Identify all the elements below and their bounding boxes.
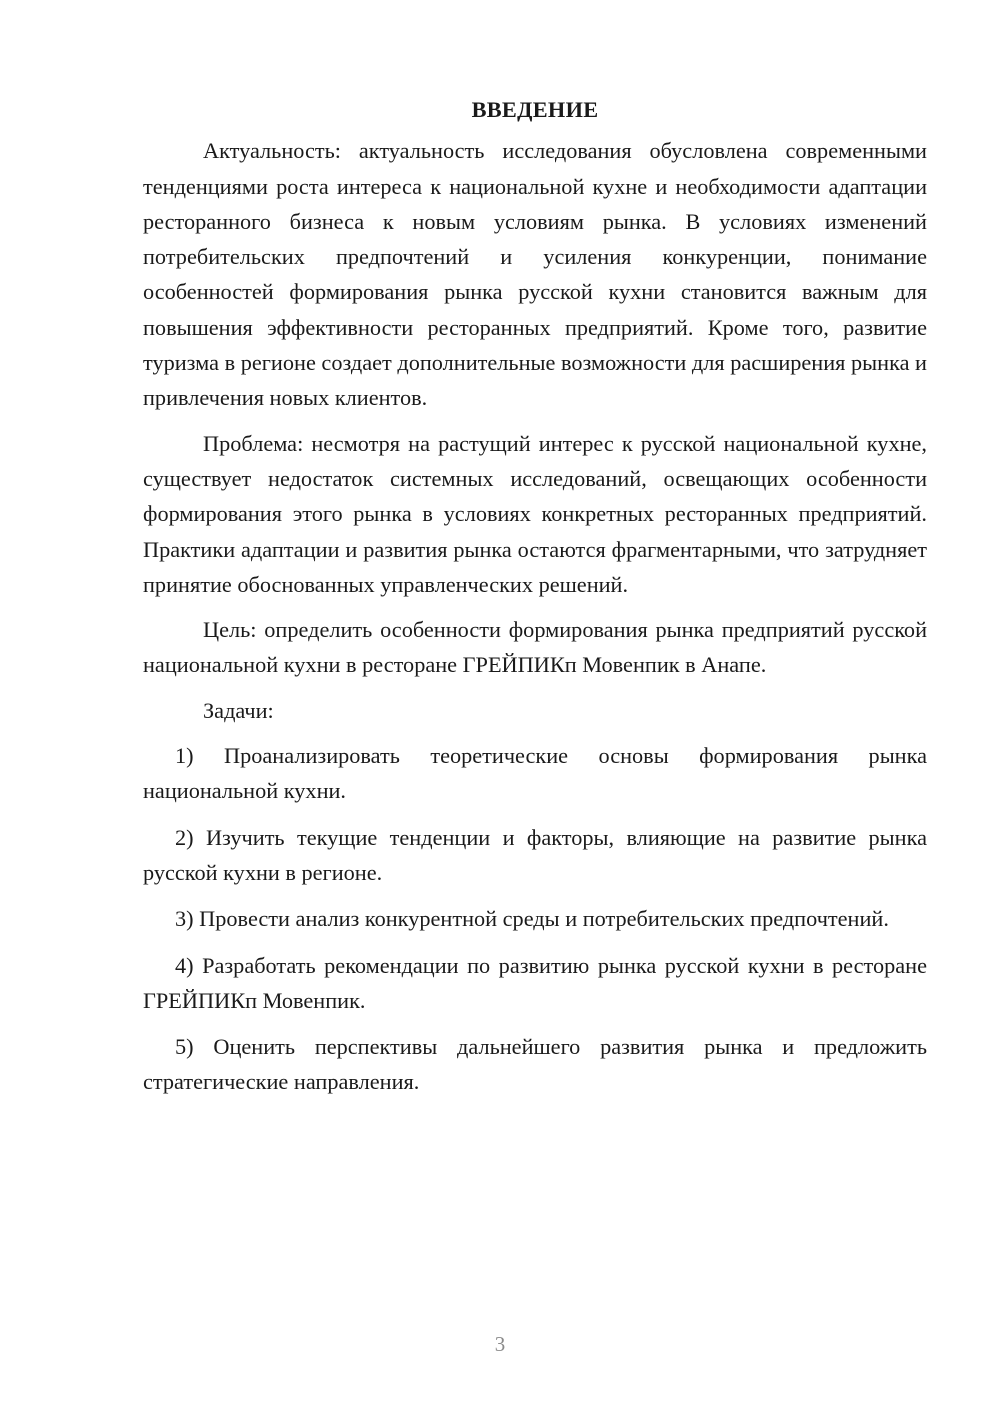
tasks-list xyxy=(143,738,927,1100)
task-item-2: 2) Изучить текущие тенденции и факторы, влияющие на развитие рынка русской кухни в регионе. xyxy=(143,824,927,885)
page-number: 3 xyxy=(494,1332,506,1356)
goal-paragraph: Цель: определить особенности формирования рынка предприятий русской национальной кухни в ресторане ГРЕЙПИКп Мовенпик в Анапе. xyxy=(143,617,927,678)
relevance-paragraph: Актуальность: актуальность исследования обусловлена современными тенденциями роста интереса к национальной кухне и необходимости адаптации ресторанного бизнеса к новым условиям рынка. В условиях изменений потребительских предпочтений и усиления конкуренции, понимание особенностей формирования рынка русской кухни становится важным для повышения эффективности ресторанных предприятий. Кроме того, развитие туризма в регионе создает дополнительные возможности для расширения рынка и привлечения новых клиентов. xyxy=(143,138,927,411)
task-item-4: 4) Разработать рекомендации по развитию рынка русской кухни в ресторане ГРЕЙПИКп Мовенпик. xyxy=(143,952,927,1013)
page-title: ВВЕДЕНИЕ xyxy=(471,97,599,122)
document-page xyxy=(143,92,927,1111)
task-item-5: 5) Оценить перспективы дальнейшего развития рынка и предложить стратегические направления. xyxy=(143,1034,927,1095)
problem-paragraph: Проблема: несмотря на растущий интерес к русской национальной кухне, существует недостаток системных исследований, освещающих особенности формирования этого рынка в условиях конкретных ресторанных предприятий. Практики адаптации и развития рынка остаются фрагментарными, что затрудняет принятие обоснованных управленческих решений. xyxy=(143,430,927,597)
task-item-3: 3) Провести анализ конкурентной среды и потребительских предпочтений. xyxy=(175,906,889,932)
tasks-label: Задачи: xyxy=(203,697,274,723)
task-item-1: 1) Проанализировать теоретические основы формирования рынка национальной кухни. xyxy=(143,743,927,804)
